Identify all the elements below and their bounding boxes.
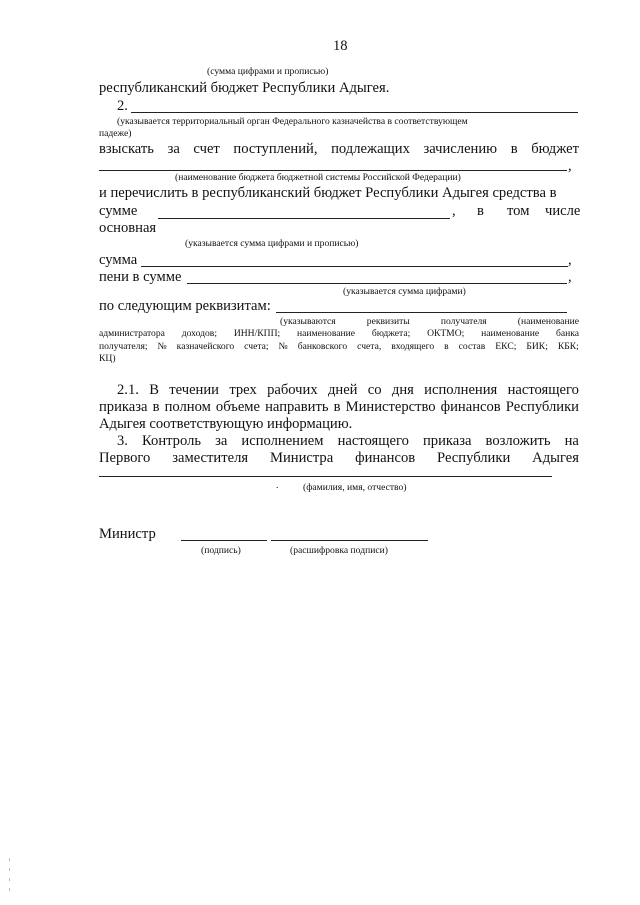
hint-budget-name: (наименование бюджета бюджетной системы Российской Федерации): [175, 172, 461, 183]
hint-territorial-line-1: (указывается территориальный орган Федерального казначейства в соответствующем: [117, 116, 468, 127]
comma-2: ,: [452, 203, 456, 219]
comma-3: ,: [568, 252, 572, 268]
hint-details-line-3: получателя; № казначейского счета; № банковского счета, входящего в состав ЕКС; БИК; КБК;: [99, 341, 579, 352]
item-2-number: 2.: [117, 98, 128, 114]
page-number: 18: [333, 38, 348, 54]
hint-signature: (подпись): [201, 545, 241, 556]
penalty-label: пени в сумме: [99, 269, 182, 285]
transfer-line: и перечислить в республиканский бюджет Республики Адыгея средства в: [99, 185, 557, 201]
that-word: том: [507, 203, 530, 219]
scan-mark: [9, 858, 10, 861]
in-word: в: [477, 203, 484, 219]
amount-blank[interactable]: [158, 218, 450, 219]
amount-label: сумме: [99, 203, 138, 219]
republic-budget-line: республиканский бюджет Республики Адыгея.: [99, 80, 390, 96]
para-3-line-2: Первого заместителя Министра финансов Республики Адыгея: [99, 450, 579, 466]
sum-blank[interactable]: [141, 266, 568, 267]
hint-territorial-line-2: падеже): [99, 128, 132, 139]
signature-decoding-blank[interactable]: [271, 540, 428, 541]
hint-sum-words-2: (указывается сумма цифрами и прописью): [185, 238, 359, 249]
para-3-line-1: 3. Контроль за исполнением настоящего приказа возложить на: [117, 433, 579, 449]
sum-label: сумма: [99, 252, 138, 268]
fio-blank[interactable]: [99, 476, 552, 477]
territorial-organ-blank[interactable]: [131, 112, 578, 113]
para-2-1-line-3: Адыгея соответствующую информацию.: [99, 416, 353, 432]
penalty-blank[interactable]: [187, 283, 567, 284]
scan-mark: [9, 878, 10, 881]
dot-mark: .: [276, 480, 279, 491]
details-label: по следующим реквизитам:: [99, 298, 271, 314]
details-blank[interactable]: [276, 312, 567, 313]
scan-mark: [9, 888, 10, 891]
hint-details-line-4: КЦ): [99, 353, 116, 364]
minister-label: Министр: [99, 526, 156, 542]
number-word: числе: [545, 203, 581, 219]
collect-line: взыскать за счет поступлений, подлежащих зачислению в бюджет: [99, 141, 579, 157]
budget-name-blank[interactable]: [99, 170, 567, 171]
main-word: основная: [99, 220, 157, 236]
scan-mark: [9, 868, 10, 871]
hint-details-line-2: администратора доходов; ИНН/КПП; наименование бюджета; ОКТМО; наименование банка: [99, 328, 579, 339]
hint-sum-digits: (указывается сумма цифрами): [343, 286, 466, 297]
hint-details-line-1: (указываются реквизиты получателя (наименование: [280, 316, 579, 327]
signature-blank[interactable]: [181, 540, 267, 541]
hint-fio: (фамилия, имя, отчество): [303, 482, 407, 493]
comma: ,: [568, 158, 572, 174]
hint-sum-words: (сумма цифрами и прописью): [207, 66, 329, 77]
hint-signature-decoding: (расшифровка подписи): [290, 545, 388, 556]
para-2-1-line-2: приказа в полном объеме направить в Министерство финансов Республики: [99, 399, 579, 415]
para-2-1-line-1: 2.1. В течении трех рабочих дней со дня исполнения настоящего: [117, 382, 579, 398]
comma-4: ,: [568, 269, 572, 285]
